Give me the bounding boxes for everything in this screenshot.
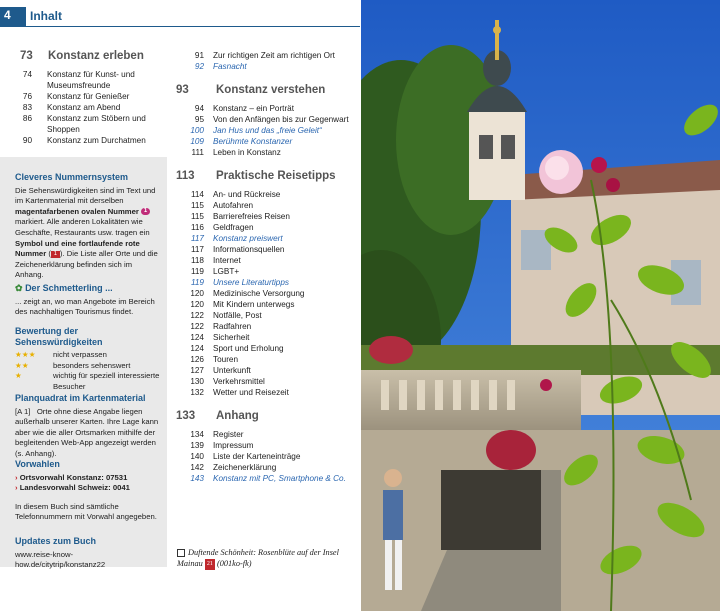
bewertung-heading: Bewertung der Sehenswürdigkeiten — [15, 326, 103, 347]
toc-page-number: 94 — [194, 104, 204, 113]
toc-entry-title: Informationsquellen — [213, 245, 285, 254]
toc-section-heading — [176, 84, 354, 96]
page-title: Inhalt — [30, 9, 62, 23]
toc-entry-title: An- und Rückreise — [213, 190, 281, 199]
toc-entry-title: Unterkunft — [213, 366, 251, 375]
nummern-text: Die Sehenswürdigkeiten sind im Text und im Kartenmaterial mit derselben magentafarbenen ovalen Nummer 1 markiert. Alle anderen Lokalitäten wie Geschäfte, Restaurants usw. tragen ein Symbol und eine fortlaufende rote Nummer ( 1 ). Die Liste aller Orte und die Zeichenerklärung befinden sich im Anhang. — [15, 185, 158, 280]
toc-entry[interactable] — [176, 277, 354, 288]
toc-entry-title: Jan Hus und das „freie Geleit“ — [213, 126, 322, 135]
toc-page-number: 114 — [190, 190, 204, 199]
toc-entry-title: Unsere Literaturtipps — [213, 278, 289, 287]
toc-entry-title: Liste der Karteneinträge — [213, 452, 301, 461]
toc-page-number: 76 — [22, 92, 32, 101]
toc-entry[interactable] — [176, 365, 354, 376]
toc-entry[interactable] — [176, 429, 354, 440]
toc-entry[interactable] — [176, 189, 354, 200]
toc-entry[interactable] — [0, 69, 165, 91]
butterfly-icon: ✿ — [15, 283, 23, 293]
toc-entry-title: Von den Anfängen bis zur Gegenwart — [213, 115, 349, 124]
toc-entry-title: Impressum — [213, 441, 254, 450]
toc-entry-title: Sport und Erholung — [213, 344, 284, 353]
toc-section-heading: 73 Konstanz erleben — [20, 50, 144, 62]
toc-entry-title: Konstanz für Genießer — [47, 92, 130, 101]
toc-entry[interactable] — [176, 440, 354, 451]
magenta-number-badge: 1 — [141, 208, 150, 215]
toc-entry[interactable] — [176, 343, 354, 354]
toc-page-number: 74 — [22, 70, 32, 79]
toc-entry-title: Zeichenerklärung — [213, 463, 277, 472]
toc-page-number: 119 — [190, 278, 204, 287]
toc-entry-title: Autofahren — [213, 201, 254, 210]
star-icon: ★ — [15, 371, 22, 381]
toc-entry-title: Internet — [213, 256, 241, 265]
toc-entry-title: LGBT+ — [213, 267, 240, 276]
rating-legend — [15, 350, 160, 392]
toc-page-number: 86 — [22, 114, 32, 123]
vorwahl-line: › Ortsvorwahl Konstanz: 07531 — [15, 472, 128, 482]
toc-entry[interactable] — [176, 266, 354, 277]
toc-entry-title: Medizinische Versorgung — [213, 289, 305, 298]
section-number: 113 — [176, 170, 195, 182]
toc-entry-title: Register — [213, 430, 244, 439]
toc-page-number: 139 — [190, 441, 204, 450]
nummern-heading: Cleveres Nummernsystem — [15, 172, 129, 182]
section-title: Konstanz verstehen — [216, 84, 326, 96]
toc-entry[interactable] — [176, 103, 354, 114]
toc-page-number: 119 — [190, 267, 204, 276]
toc-page-number: 126 — [190, 355, 204, 364]
toc-page-number: 115 — [190, 212, 204, 221]
toc-entry[interactable] — [176, 354, 354, 365]
chevron-right-icon: › — [15, 483, 18, 493]
chevron-right-icon: › — [15, 472, 18, 482]
planquadrat-box — [15, 393, 160, 460]
toc-entry-title: Konstanz zum Durchatmen — [47, 136, 146, 145]
nummern-box — [15, 172, 160, 281]
header-divider — [0, 26, 360, 27]
toc-page-number: 109 — [190, 137, 204, 146]
toc-page-number: 111 — [191, 148, 204, 157]
toc-entry-title: Konstanz mit PC, Smartphone & Co. — [213, 474, 346, 483]
toc-entry[interactable] — [0, 102, 165, 113]
toc-entry[interactable] — [176, 310, 354, 321]
toc-page-number: 132 — [190, 388, 204, 397]
toc-entry-title: Berühmte Konstanzer — [213, 137, 293, 146]
photo-caption: Duftende Schönheit: Rosenblüte auf der Insel Mainau 21 (001ko-fk) — [177, 548, 339, 568]
star-icon: ★★★ — [15, 350, 36, 360]
schmetterling-heading: ✿ Der Schmetterling ... — [15, 283, 113, 293]
left-toc-list — [0, 69, 165, 146]
toc-page-number: 118 — [190, 256, 204, 265]
vorwahlen-heading: Vorwahlen — [15, 459, 60, 469]
toc-entry-title: Verkehrsmittel — [213, 377, 265, 386]
toc-entry-title: Fasnacht — [213, 62, 247, 71]
toc-section-heading — [176, 170, 354, 182]
toc-entry-title: Konstanz am Abend — [47, 103, 121, 112]
toc-entry[interactable] — [176, 462, 354, 473]
toc-page-number: 124 — [190, 344, 204, 353]
section-number: 93 — [176, 84, 189, 96]
rating-row — [15, 350, 160, 361]
toc-page-number: 122 — [190, 311, 204, 320]
toc-entry[interactable] — [176, 255, 354, 266]
toc-page-number: 90 — [22, 136, 32, 145]
toc-page-number: 116 — [190, 223, 204, 232]
rating-label: nicht verpassen — [53, 350, 107, 360]
toc-entry-title: Geldfragen — [213, 223, 254, 232]
toc-page-number: 115 — [190, 201, 204, 210]
photo-rose-mainau — [361, 0, 720, 611]
toc-entry[interactable] — [0, 135, 165, 146]
toc-entry[interactable] — [176, 321, 354, 332]
toc-page-number: 122 — [190, 322, 204, 331]
toc-page-number: 130 — [190, 377, 204, 386]
rating-label: besonders sehenswert — [53, 360, 131, 370]
updates-url[interactable]: www.reise-know-how.de/citytrip/konstanz22 — [15, 549, 106, 570]
planquadrat-text: [A 1] Orte ohne diese Angabe liegen außerhalb unserer Karten. Ihre Lage kann aber wie die aller Ortsmarken mithilfe der begleitenden Web-App angezeigt werden (s. Anhang). — [15, 406, 159, 458]
toc-entry[interactable] — [176, 387, 354, 398]
left-toc-column — [15, 50, 165, 146]
vorwahl-line: › Landesvorwahl Schweiz: 0041 — [15, 483, 130, 493]
section-title: Anhang — [216, 410, 259, 422]
toc-page-number: 134 — [190, 430, 204, 439]
rating-row — [15, 371, 160, 392]
toc-entry-title: Barrierefreies Reisen — [213, 212, 290, 221]
toc-entry[interactable] — [176, 473, 354, 484]
toc-entry[interactable] — [176, 376, 354, 387]
toc-entry-title: Konstanz – ein Porträt — [213, 104, 295, 113]
caption-number-badge: 21 — [205, 559, 215, 570]
toc-section-heading — [176, 410, 354, 422]
toc-entry-title: Zur richtigen Zeit am richtigen Ort — [213, 51, 335, 60]
toc-entry[interactable] — [176, 136, 354, 147]
toc-entry-title: Wetter und Reisezeit — [213, 388, 289, 397]
toc-page-number: 143 — [190, 474, 204, 483]
toc-entry-title: Notfälle, Post — [213, 311, 262, 320]
schmetterling-box — [15, 283, 160, 318]
toc-page-number: 117 — [190, 245, 204, 254]
right-toc-column — [176, 50, 354, 484]
toc-entry[interactable] — [176, 61, 354, 72]
toc-page-number: 91 — [194, 51, 204, 60]
bewertung-box — [15, 326, 160, 393]
toc-page-number: 83 — [22, 103, 32, 112]
rating-label: wichtig für speziell interessierte Besucher — [53, 371, 160, 391]
updates-heading: Updates zum Buch — [15, 536, 97, 546]
toc-entry[interactable] — [176, 114, 354, 125]
section-number: 133 — [176, 410, 196, 422]
toc-entry[interactable] — [176, 147, 354, 158]
toc-entry[interactable] — [176, 332, 354, 343]
right-toc-sections — [176, 84, 354, 484]
toc-entry[interactable] — [176, 211, 354, 222]
toc-entry[interactable] — [176, 222, 354, 233]
rating-row — [15, 361, 160, 372]
rose-photo-illustration — [361, 0, 720, 611]
planquadrat-heading: Planquadrat im Kartenmaterial — [15, 393, 146, 403]
toc-entry-title: Radfahren — [213, 322, 252, 331]
toc-entry-title: Konstanz preiswert — [213, 234, 283, 243]
section-title: Praktische Reisetipps — [216, 170, 336, 182]
toc-entry[interactable] — [176, 50, 354, 61]
star-icon: ★★ — [15, 360, 29, 370]
toc-entry-title: Mit Kindern unterwegs — [213, 300, 295, 309]
toc-page-number: 120 — [190, 289, 204, 298]
toc-page-number: 127 — [190, 366, 204, 375]
toc-entry[interactable] — [176, 125, 354, 136]
toc-entry-title: Konstanz zum Stöbern und Shoppen — [47, 114, 146, 134]
right-toc-top-list — [176, 50, 354, 72]
toc-page-number: 120 — [190, 300, 204, 309]
toc-entry[interactable] — [176, 288, 354, 299]
toc-entry-title: Sicherheit — [213, 333, 250, 342]
red-number-badge: 1 — [51, 251, 60, 258]
toc-entry-title: Leben in Konstanz — [213, 148, 281, 157]
toc-entry-title: Touren — [213, 355, 239, 364]
updates-box — [15, 536, 160, 571]
toc-page-number: 140 — [190, 452, 204, 461]
toc-entry[interactable] — [0, 113, 165, 135]
toc-entry[interactable] — [176, 200, 354, 211]
vorwahlen-box — [15, 459, 160, 523]
toc-page-number: 117 — [190, 234, 204, 243]
toc-page-number: 95 — [194, 115, 204, 124]
toc-page-number: 92 — [194, 62, 204, 71]
toc-page-number: 124 — [190, 333, 204, 342]
toc-entry[interactable] — [0, 91, 165, 102]
page-number: 4 — [4, 8, 11, 22]
vorwahlen-text: In diesem Buch sind sämtliche Telefonnummern mit Vorwahl angegeben. — [15, 501, 157, 522]
toc-entry-title: Konstanz für Kunst- und Museumsfreunde — [47, 70, 135, 90]
toc-page-number: 142 — [190, 463, 204, 472]
toc-entry[interactable] — [176, 299, 354, 310]
toc-entry[interactable] — [176, 233, 354, 244]
toc-entry[interactable] — [176, 451, 354, 462]
schmetterling-text: ... zeigt an, wo man Angebote im Bereich des nachhaltigen Tourismus findet. — [15, 296, 155, 317]
toc-entry[interactable] — [176, 244, 354, 255]
caption-marker-icon — [177, 549, 185, 557]
toc-page-number: 100 — [190, 126, 204, 135]
